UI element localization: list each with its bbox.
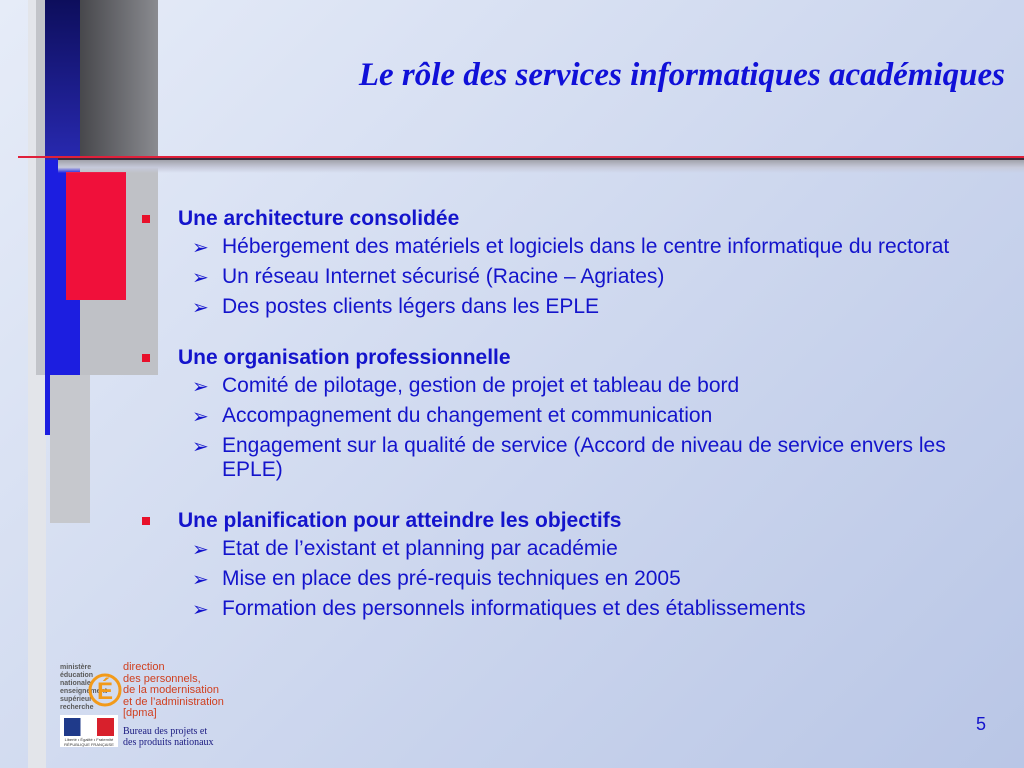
bureau-line: Bureau des projets et bbox=[123, 726, 208, 737]
list-item bbox=[138, 374, 1008, 398]
direction-line: de la modernisation bbox=[123, 684, 220, 696]
section-architecture bbox=[138, 206, 1008, 319]
section-planification bbox=[138, 508, 1008, 621]
section-heading bbox=[138, 206, 1008, 232]
direction-line: des personnels, bbox=[123, 672, 201, 685]
ministry-line: recherche bbox=[60, 704, 94, 711]
section-heading bbox=[138, 508, 1008, 534]
list-item bbox=[138, 295, 1008, 319]
list-item-text: Accompagnement du changement et communication bbox=[222, 404, 713, 427]
list-item-text: Mise en place des pré-requis techniques en 2005 bbox=[222, 567, 681, 590]
list-item bbox=[138, 404, 1008, 428]
red-square-bullet-icon bbox=[142, 517, 150, 525]
section-heading-text: Une planification pour atteindre les objectifs bbox=[178, 509, 622, 532]
list-item-text: Engagement sur la qualité de service (Accord de niveau de service envers les EPLE) bbox=[222, 434, 946, 481]
arrow-bullet-icon: ➢ bbox=[192, 599, 209, 621]
slide-title: Le rôle des services informatiques académiques bbox=[358, 57, 1005, 93]
section-heading-text: Une organisation professionnelle bbox=[178, 346, 511, 369]
page-number: 5 bbox=[975, 714, 986, 734]
bureau-text bbox=[123, 726, 214, 748]
list-item bbox=[138, 434, 1008, 482]
list-item bbox=[138, 537, 1008, 561]
list-item-text: Hébergement des matériels et logiciels dans le centre informatique du rectorat bbox=[222, 235, 950, 258]
list-item-text: Un réseau Internet sécurisé (Racine – Agriates) bbox=[222, 265, 665, 288]
ministry-line: éducation bbox=[60, 672, 94, 679]
title-rule-shadow bbox=[58, 159, 1024, 173]
arrow-bullet-icon: ➢ bbox=[192, 376, 209, 398]
section-heading-text: Une architecture consolidée bbox=[178, 207, 460, 230]
direction-line: et de l’administration bbox=[123, 695, 224, 708]
section-heading bbox=[138, 345, 1008, 371]
arrow-bullet-icon: ➢ bbox=[192, 297, 209, 319]
list-item bbox=[138, 597, 1008, 621]
section-organisation bbox=[138, 345, 1008, 482]
list-item-text: Etat de l’existant et planning par académie bbox=[222, 537, 618, 560]
arrow-bullet-icon: ➢ bbox=[192, 237, 209, 259]
bureau-line: des produits nationaux bbox=[123, 737, 214, 748]
list-item-text: Formation des personnels informatiques et des établissements bbox=[222, 597, 806, 620]
dpma-logo-text bbox=[123, 662, 224, 720]
ministry-line: supérieur bbox=[60, 696, 92, 703]
direction-line: direction bbox=[123, 661, 165, 673]
red-square-bullet-icon bbox=[142, 354, 150, 362]
arrow-bullet-icon: ➢ bbox=[192, 406, 209, 428]
list-item bbox=[138, 235, 1008, 259]
ministry-line: nationale bbox=[60, 680, 91, 687]
e-logo-icon bbox=[88, 670, 122, 710]
red-square-bullet-icon bbox=[142, 215, 150, 223]
republique-francaise-logo bbox=[60, 715, 118, 747]
arrow-bullet-icon: ➢ bbox=[192, 539, 209, 561]
dpma-acronym: [dpma] bbox=[123, 707, 157, 719]
flag-caption: Liberté • Égalité • Fraternité RÉPUBLIQUE FRANÇAISE bbox=[64, 737, 114, 747]
slide-content bbox=[138, 206, 1008, 647]
svg-text:É: É bbox=[96, 678, 114, 705]
decor-block-gray-lower bbox=[50, 375, 90, 523]
list-item-text: Des postes clients légers dans les EPLE bbox=[222, 295, 600, 318]
ministry-line: ministère bbox=[60, 664, 92, 671]
arrow-bullet-icon: ➢ bbox=[192, 569, 209, 591]
flag-icon bbox=[64, 718, 114, 736]
arrow-bullet-icon: ➢ bbox=[192, 267, 209, 289]
decor-block-navy bbox=[45, 0, 80, 160]
list-item bbox=[138, 265, 1008, 289]
title-rule bbox=[58, 158, 1024, 160]
ministry-line: enseignement bbox=[60, 688, 108, 695]
list-item-text: Comité de pilotage, gestion de projet et tableau de bord bbox=[222, 374, 740, 397]
list-item bbox=[138, 567, 1008, 591]
arrow-bullet-icon: ➢ bbox=[192, 436, 209, 458]
decor-block-red bbox=[66, 172, 126, 300]
